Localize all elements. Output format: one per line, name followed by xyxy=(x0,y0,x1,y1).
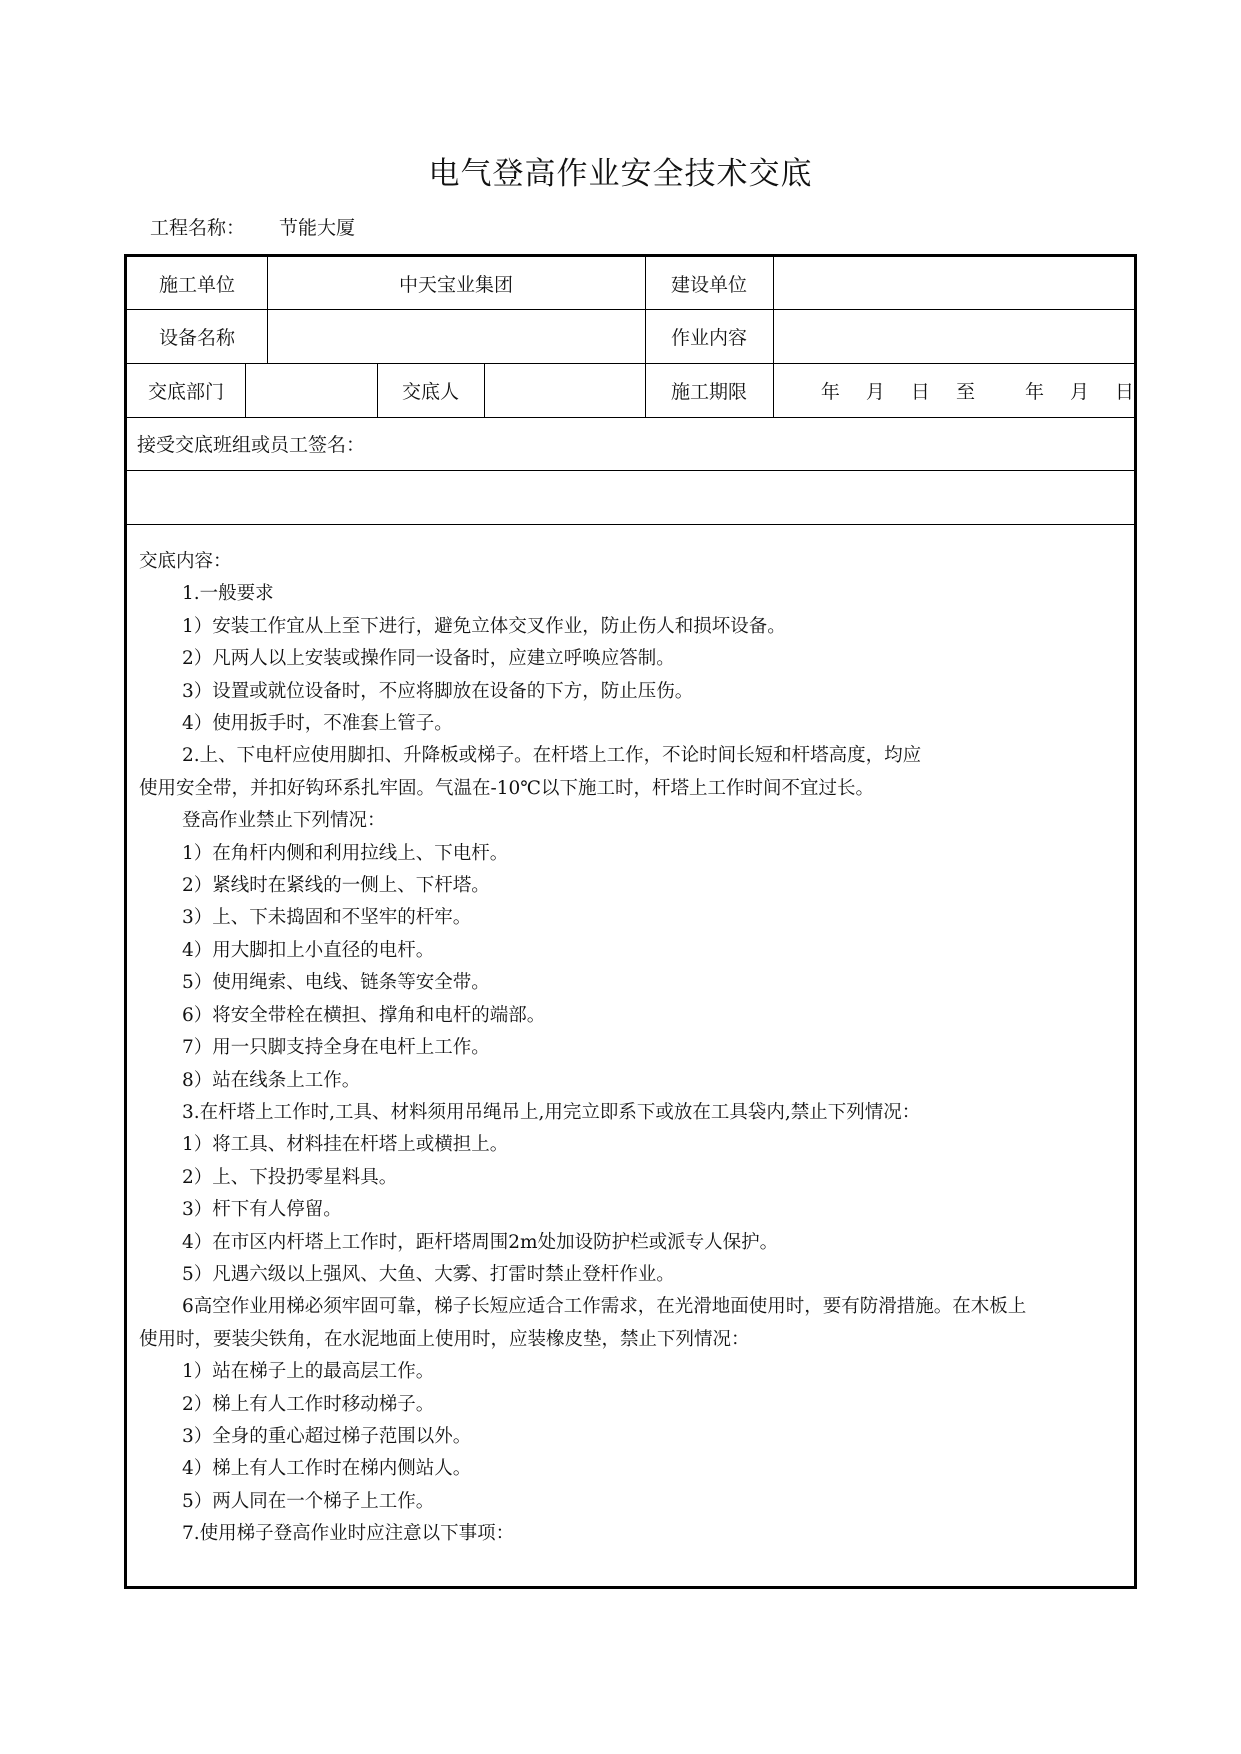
work-content-value xyxy=(773,309,1134,363)
content-line: 1）将工具、材料挂在杆塔上或横担上。 xyxy=(182,1134,509,1156)
construction-unit-value: 中天宝业集团 xyxy=(398,273,513,296)
period-value xyxy=(773,363,1134,417)
content-line: 6）将安全带栓在横担、撑角和电杆的端部。 xyxy=(182,1004,546,1026)
period-month-start: 月 xyxy=(865,380,885,403)
content-line: 使用时，要装尖铁角，在水泥地面上使用时，应装橡皮垫，禁止下列情况： xyxy=(139,1328,750,1350)
content-line: 使用安全带，并扣好钩环系扎牢固。气温在-10℃以下施工时，杆塔上工作时间不宜过长。 xyxy=(139,777,874,799)
content-line: 8）站在线条上工作。 xyxy=(182,1069,361,1091)
content-label: 交底内容： xyxy=(139,551,232,572)
department-label: 交底部门 xyxy=(147,380,224,403)
briefer-label: 交底人 xyxy=(401,380,459,403)
content-line: 1）站在梯子上的最高层工作。 xyxy=(182,1361,435,1383)
briefing-content xyxy=(139,546,1124,1551)
content-line: 1.一般要求 xyxy=(182,583,274,605)
period-label: 施工期限 xyxy=(670,380,747,403)
content-line: 5）使用绳索、电线、链条等安全带。 xyxy=(182,972,490,994)
content-line: 3）杆下有人停留。 xyxy=(182,1199,342,1221)
period-to: 至 xyxy=(955,380,975,403)
content-line: 4）使用扳手时，不准套上管子。 xyxy=(182,713,453,735)
briefing-form-table xyxy=(124,254,1137,1589)
content-line: 2）紧线时在紧线的一侧上、下杆塔。 xyxy=(182,875,490,897)
content-line: 4）在市区内杆塔上工作时，距杆塔周围2m处加设防护栏或派专人保护。 xyxy=(182,1231,779,1253)
content-line: 5）凡遇六级以上强风、大鱼、大雾、打雷时禁止登杆作业。 xyxy=(182,1263,675,1285)
period-year-start: 年 xyxy=(820,380,840,403)
period-month-end: 月 xyxy=(1069,380,1089,403)
equipment-name-value xyxy=(267,309,645,363)
work-content-label: 作业内容 xyxy=(670,326,747,349)
builder-unit-value xyxy=(773,257,1134,309)
period-day-end: 日 xyxy=(1114,380,1134,403)
content-line: 2.上、下电杆应使用脚扣、升降板或梯子。在杆塔上工作，不论时间长短和杆塔高度，均应 xyxy=(182,745,922,767)
content-line: 5）两人同在一个梯子上工作。 xyxy=(182,1490,435,1512)
equipment-name-label: 设备名称 xyxy=(158,326,235,349)
content-line: 3）上、下未捣固和不坚牢的杆牢。 xyxy=(182,907,472,929)
department-value xyxy=(245,363,377,417)
project-name-row xyxy=(150,213,355,240)
content-line: 2）上、下投扔零星料具。 xyxy=(182,1166,398,1188)
content-line: 3）全身的重心超过梯子范围以外。 xyxy=(182,1425,472,1447)
row-divider xyxy=(127,524,1134,525)
content-line: 3.在杆塔上工作时,工具、材料须用吊绳吊上,用完立即系下或放在工具袋内,禁止下列情况： xyxy=(182,1101,921,1123)
content-line: 1）在角杆内侧和利用拉线上、下电杆。 xyxy=(182,842,509,864)
construction-unit-label: 施工单位 xyxy=(158,273,235,296)
briefer-value xyxy=(484,363,645,417)
period-day-start: 日 xyxy=(910,380,930,403)
content-line: 6高空作业用梯必须牢固可靠，梯子长短应适合工作需求，在光滑地面使用时，要有防滑措施。在木板上 xyxy=(182,1296,1027,1318)
content-line: 3）设置或就位设备时，不应将脚放在设备的下方，防止压伤。 xyxy=(182,680,694,702)
builder-unit-label: 建设单位 xyxy=(670,273,747,296)
row-divider xyxy=(127,470,1134,471)
content-line: 登高作业禁止下列情况： xyxy=(182,810,386,832)
content-lines xyxy=(139,578,1124,1550)
project-name-value: 节能大厦 xyxy=(279,217,356,239)
content-line: 4）用大脚扣上小直径的电杆。 xyxy=(182,939,435,961)
content-line: 4）梯上有人工作时在梯内侧站人。 xyxy=(182,1458,472,1480)
content-line: 1）安装工作宜从上至下进行，避免立体交叉作业，防止伤人和损坏设备。 xyxy=(182,615,786,637)
document-title: 电气登高作业安全技术交底 xyxy=(428,156,813,192)
content-line: 2）梯上有人工作时移动梯子。 xyxy=(182,1393,435,1415)
period-year-end: 年 xyxy=(1024,380,1044,403)
content-line: 7.使用梯子登高作业时应注意以下事项： xyxy=(182,1523,515,1545)
content-line: 2）凡两人以上安装或操作同一设备时，应建立呼唤应答制。 xyxy=(182,648,675,670)
content-line: 7）用一只脚支持全身在电杆上工作。 xyxy=(182,1037,490,1059)
project-name-label: 工程名称： xyxy=(150,217,246,239)
signature-label: 接受交底班组或员工签名： xyxy=(137,434,366,456)
